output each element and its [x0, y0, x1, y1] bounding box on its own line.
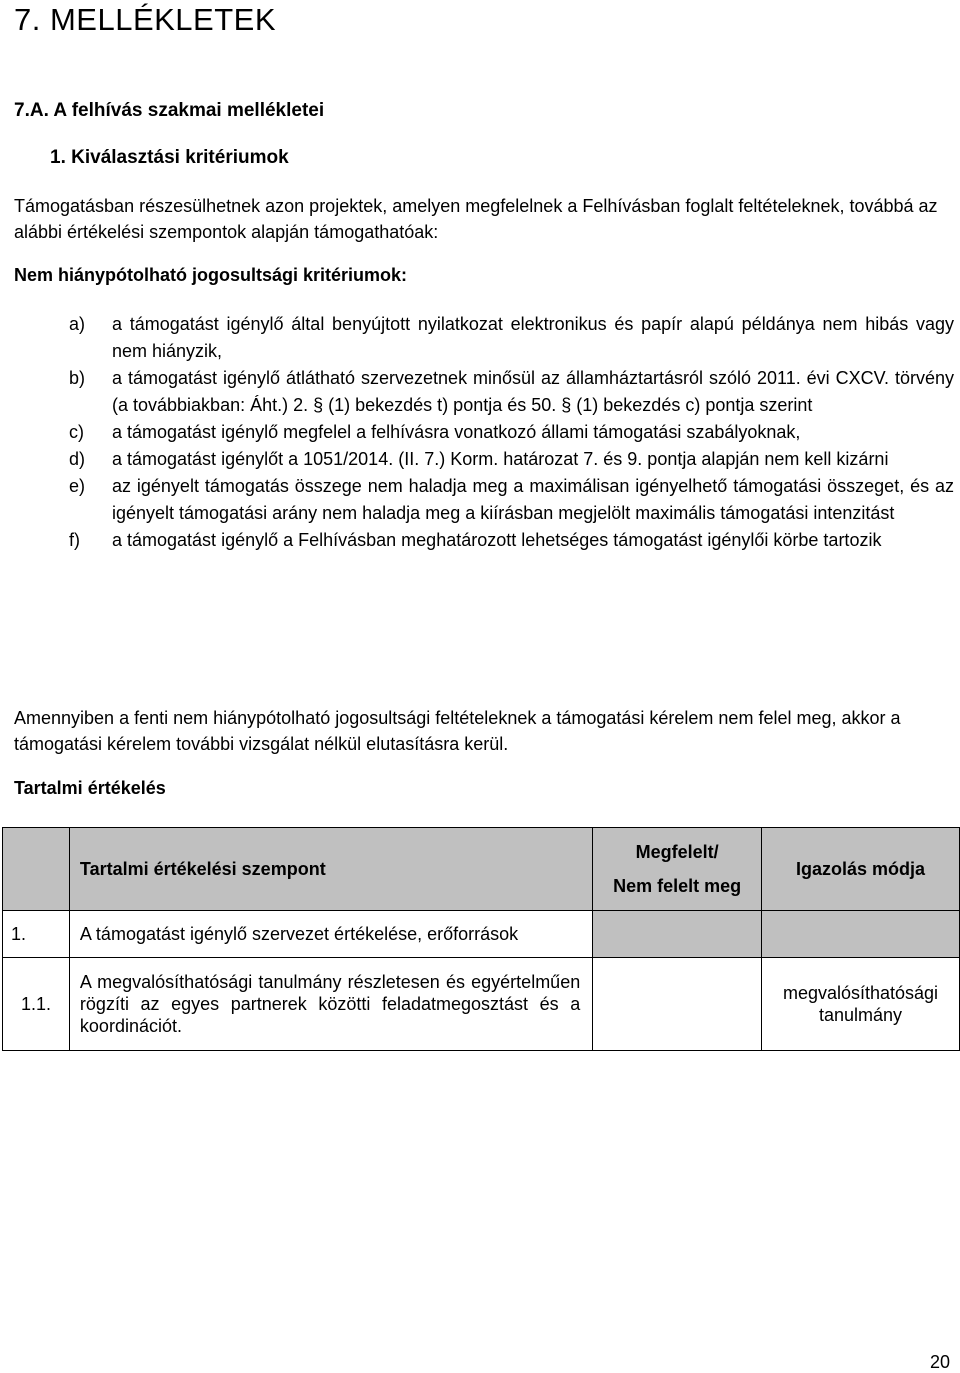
list-item [14, 365, 954, 419]
header-cell-result [593, 828, 762, 911]
closing-paragraph: Amennyiben a fenti nem hiánypótolható jogosultsági feltételeknek a támogatási kérelem nem felel meg, akkor a támogatási kérelem további vizsgálat nélkül elutasításra kerül. [14, 708, 901, 754]
chapter-title: 7. MELLÉKLETEK [14, 2, 277, 37]
table-row [3, 911, 960, 958]
intro-paragraph: Támogatásban részesülhetnek azon projektek, amelyen megfelelnek a Felhívásban foglalt feltételeknek, továbbá az alábbi értékelési szempontok alapján támogathatóak: [14, 196, 938, 242]
list-marker: d) [69, 449, 86, 469]
header-cell-proof: Igazolás módja [762, 828, 960, 911]
list-item-text: a támogatást igénylő átlátható szervezetnek minősül az államháztartásról szóló 2011. évi CXCV. törvény (a továbbiakban: Áht.) 2. § (1) bekezdés t) pontja és 50. § (1) bekezdés c) pontja szerint [112, 368, 954, 415]
row-criterion: A megvalósíthatósági tanulmány részletesen és egyértelműen rögzíti az egyes partnerek közötti feladatmegosztást és a koordinációt. [69, 958, 592, 1051]
evaluation-table [2, 827, 960, 1051]
list-item-text: az igényelt támogatás összege nem haladja meg a maximálisan igényelhető támogatási összeget, és az igényelt támogatási arány nem haladja meg a kiírásban megjelölt maximális támogatási intenzitást [112, 476, 954, 523]
list-item [14, 311, 954, 365]
criteria-list [14, 311, 954, 554]
list-marker: f) [69, 530, 80, 550]
row-criterion: A támogatást igénylő szervezet értékelése, erőforrások [69, 911, 592, 958]
list-marker: b) [69, 368, 86, 388]
list-marker: c) [69, 422, 84, 442]
table-row [3, 958, 960, 1051]
table-heading: Tartalmi értékelés [14, 778, 166, 798]
row-number: 1. [3, 911, 70, 958]
table-header-row [3, 828, 960, 911]
row-proof-cell [762, 911, 960, 958]
row-result-cell [593, 958, 762, 1051]
list-item [14, 419, 954, 446]
list-item [14, 446, 954, 473]
list-marker: a) [69, 314, 86, 334]
header-cell-criterion: Tartalmi értékelési szempont [69, 828, 592, 911]
list-item-text: a támogatást igénylő által benyújtott nyilatkozat elektronikus és papír alapú példánya nem hibás vagy nem hiányzik, [112, 314, 954, 361]
section-title: 7.A. A felhívás szakmai mellékletei [14, 100, 325, 121]
header-cell-empty [3, 828, 70, 911]
list-item [14, 473, 954, 527]
page-number: 20 [929, 1352, 950, 1372]
row-number: 1.1. [3, 958, 70, 1051]
list-item-text: a támogatást igénylőt a 1051/2014. (II. 7.) Korm. határozat 7. és 9. pontja alapján nem kell kizárni [112, 449, 889, 469]
list-item-text: a támogatást igénylő a Felhívásban meghatározott lehetséges támogatást igénylői körbe tartozik [112, 530, 882, 550]
list-marker: e) [69, 476, 86, 496]
row-result-cell [593, 911, 762, 958]
row-proof-cell: megvalósíthatósági tanulmány [762, 958, 960, 1051]
header-result-line2: Nem felelt meg [613, 876, 742, 896]
criteria-heading: Nem hiánypótolható jogosultsági kritériumok: [14, 265, 408, 285]
list-item [14, 527, 954, 554]
list-item-text: a támogatást igénylő megfelel a felhívásra vonatkozó állami támogatási szabályoknak, [112, 422, 801, 442]
header-result-line1: Megfelelt/ [635, 842, 719, 862]
subsection-title: 1. Kiválasztási kritériumok [50, 147, 289, 168]
